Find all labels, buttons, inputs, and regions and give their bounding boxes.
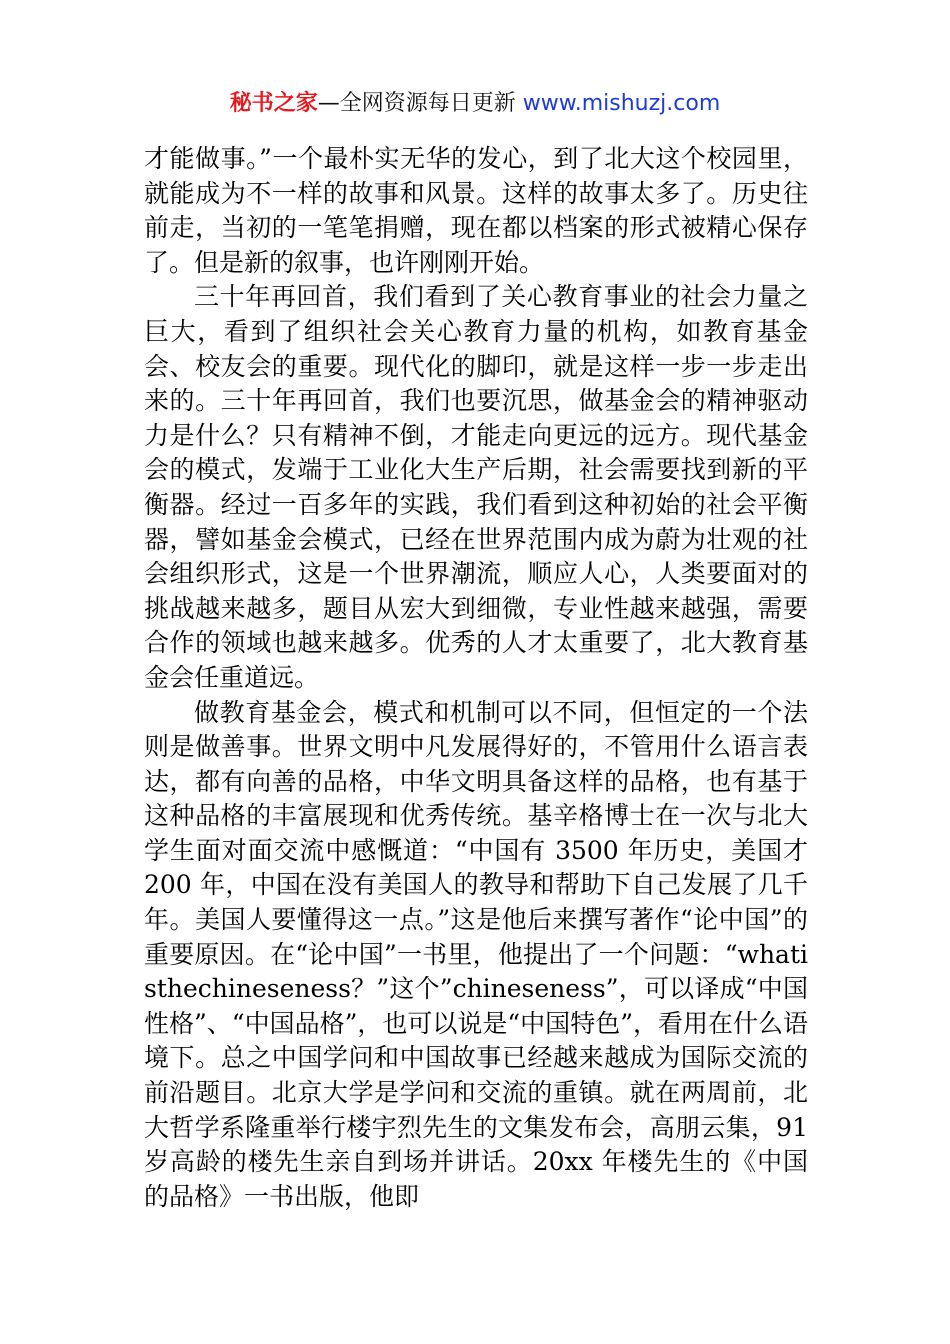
site-brand: 秘书之家: [229, 91, 318, 116]
paragraph-3: 做教育基金会，模式和机制可以不同，但恒定的一个法则是做善事。世界文明中凡发展得好的，不管用什么语言表达，都有向善的品格，中华文明具备这样的品格，也有基于这种品格的丰富展现和优秀传统。基辛格博士在一次与北大学生面对面交流中感慨道：“中国有 3500 年历史，美国才 200 年，中国在没有美国人的教导和帮助下自己发展了几千年。美国人要懂得这一点。”这是他后来撰写著作“论中国”的重要原因。在“论中国”一书里，他提出了一个问题：“whatisthechineseness？”这个”chineseness”，可以译成“中国性格”、“中国品格”，也可以说是“中国特色”，看用在什么语境下。总之中国学问和中国故事已经越来越成为国际交流的前沿题目。北京大学是学问和交流的重镇。就在两周前，北大哲学系隆重举行楼宇烈先生的文集发布会，高朋云集，91 岁高龄的楼先生亲自到场并讲话。20xx 年楼先生的《中国的品格》一书出版，他即: [144, 697, 808, 1211]
site-tagline: —全网资源每日更新: [317, 91, 516, 116]
document-body: [144, 142, 808, 1214]
site-url-link[interactable]: www.mishuzj.com: [522, 91, 721, 116]
site-header: [0, 86, 950, 122]
paragraph-2: 三十年再回首，我们看到了关心教育事业的社会力量之巨大，看到了组织社会关心教育力量的机构，如教育基金会、校友会的重要。现代化的脚印，就是这样一步一步走出来的。三十年再回首，我们也要沉思，做基金会的精神驱动力是什么？只有精神不倒，才能走向更远的远方。现代基金会的模式，发端于工业化大生产后期，社会需要找到新的平衡器。经过一百多年的实践，我们看到这种初始的社会平衡器，譬如基金会模式，已经在世界范围内成为蔚为壮观的社会组织形式，这是一个世界潮流，顺应人心，人类要面对的挑战越来越多，题目从宏大到细微，专业性越来越强，需要合作的领域也越来越多。优秀的人才太重要了，北大教育基金会任重道远。: [144, 282, 808, 692]
paragraph-1: 才能做事。”一个最朴实无华的发心，到了北大这个校园里，就能成为不一样的故事和风景。这样的故事太多了。历史往前走，当初的一笔笔捐赠，现在都以档案的形式被精心保存了。但是新的叙事，也许刚刚开始。: [144, 144, 808, 277]
